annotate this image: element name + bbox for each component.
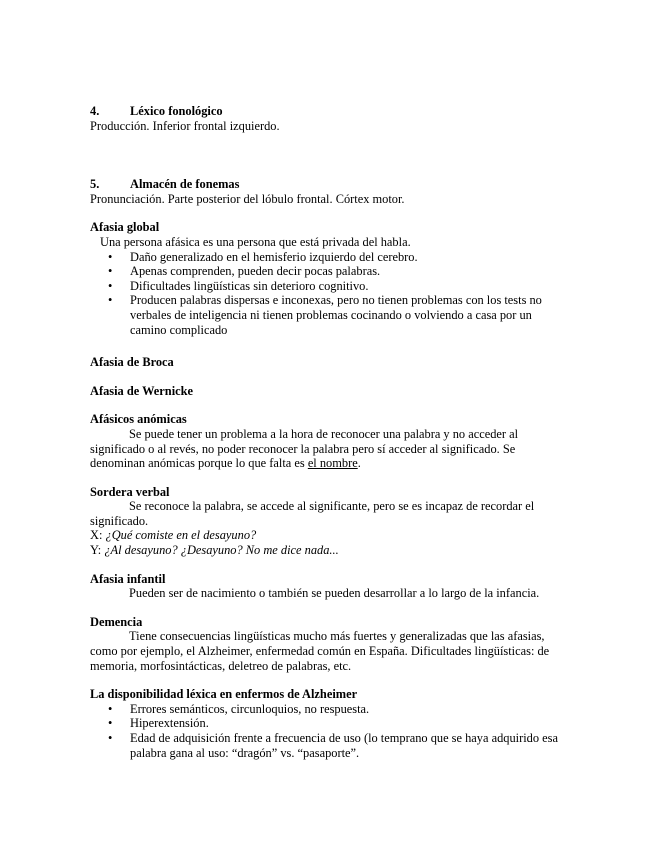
section-title: Sordera verbal (90, 484, 170, 499)
section-title: Demencia (90, 614, 143, 629)
bullet-list (90, 702, 560, 760)
bullet-list (90, 250, 560, 338)
section-title: Afasia de Wernicke (90, 383, 194, 398)
speaker-label: Y: (90, 543, 105, 558)
section-text: Tiene consecuencias lingüísticas mucho más fuertes y generalizadas que las afasias, como por ejemplo, el Alzheimer, enfermedad común en España. Dificultades lingüísticas: de memoria, morfosintácticas, deletreo de palabras, etc. (90, 629, 550, 673)
list-item: • Dificultades lingüísticas sin deterioro cognitivo. (130, 279, 560, 294)
section-heading (90, 104, 560, 119)
list-item: • Daño generalizado en el hemisferio izquierdo del cerebro. (130, 250, 560, 265)
section-text: Se reconoce la palabra, se accede al significante, pero se es incapaz de recordar el significado. (90, 499, 535, 528)
section-text: Pronunciación. Parte posterior del lóbulo frontal. Córtex motor. (90, 191, 405, 206)
underlined-term: el nombre (307, 456, 358, 471)
section-number: 4. (90, 104, 100, 118)
section-lexico-fonologico (90, 104, 560, 133)
paragraph-text: Se puede tener un problema a la hora de reconocer una palabra y no acceder al significado o al revés, no poder reconocer la palabra pero sí acceder al significado. Se denominan anómicas porque lo que falta es (90, 426, 519, 471)
speaker-line: ¿Qué comiste en el desayuno? (105, 528, 257, 543)
section-intro: Una persona afásica es una persona que está privada del habla. (100, 234, 411, 249)
paragraph-end: . (357, 456, 361, 471)
list-item: • Hiperextensión. (130, 716, 560, 731)
section-disponibilidad-lexica (90, 687, 560, 760)
section-text: Producción. Inferior frontal izquierdo. (90, 118, 280, 133)
section-title: Afasia infantil (90, 571, 166, 586)
list-item: • Edad de adquisición frente a frecuencia de uso (lo temprano que se haya adquirido esa palabra gana al uso: “dragón” vs. “pasaporte”. (130, 731, 560, 760)
dialog-line-y (90, 543, 560, 558)
dialog-line-x (90, 528, 560, 543)
section-afasia-infantil (90, 572, 560, 601)
list-item: • Producen palabras dispersas e inconexas, pero no tienen problemas con los tests no verbales de inteligencia ni tienen problemas cocinando o volviendo a casa por un camino complicado (130, 293, 560, 337)
section-title: Almacén de fonemas (130, 177, 240, 192)
section-afasia-global (90, 220, 560, 337)
section-title: Afásicos anómicas (90, 412, 187, 427)
section-afasicos-anomicas (90, 412, 560, 470)
section-title: La disponibilidad léxica en enfermos de Alzheimer (90, 687, 358, 702)
section-number: 5. (90, 177, 100, 192)
section-heading (90, 177, 560, 192)
document-page (90, 104, 560, 760)
list-item: • Apenas comprenden, pueden decir pocas palabras. (130, 264, 560, 279)
section-title: Léxico fonológico (130, 104, 223, 118)
section-text (90, 427, 560, 471)
section-text: Pueden ser de nacimiento o también se pueden desarrollar a lo largo de la infancia. (129, 586, 540, 601)
speaker-label: X: (90, 528, 106, 543)
list-item: • Errores semánticos, circunloquios, no respuesta. (130, 702, 560, 717)
section-afasia-broca (90, 355, 560, 370)
section-sordera-verbal (90, 485, 560, 558)
section-title: Afasia global (90, 220, 160, 235)
speaker-line: ¿Al desayuno? ¿Desayuno? No me dice nada... (104, 543, 339, 558)
section-almacen-fonemas (90, 177, 560, 206)
section-title: Afasia de Broca (90, 355, 174, 370)
section-demencia (90, 615, 560, 673)
section-afasia-wernicke (90, 384, 560, 399)
